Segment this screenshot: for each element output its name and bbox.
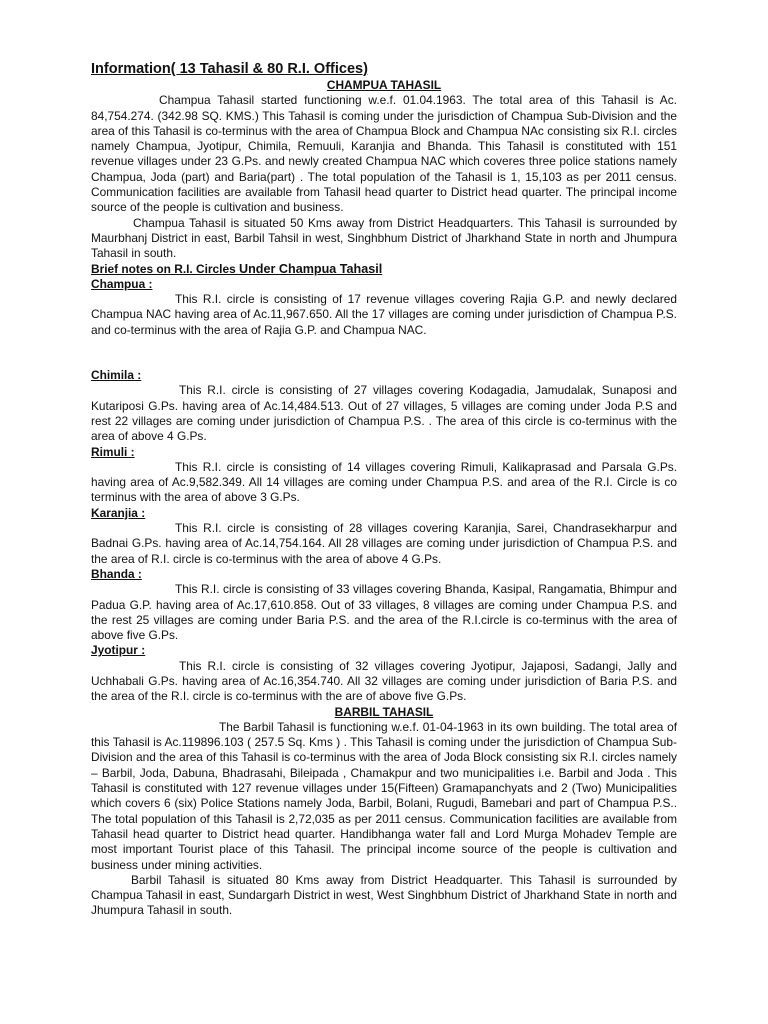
- circle-text-rimuli: This R.I. circle is consisting of 14 villages covering Rimuli, Kalikaprasad and Parsala G.Ps. having area of Ac.9,582.349. All 14 villages are coming under Champua P.S. and area of the R.I. Circle is co terminus with the area of above 3 G.Ps.: [91, 459, 677, 505]
- champua-tahasil-heading: CHAMPUA TAHASIL: [326, 78, 442, 92]
- circle-text-karanjia: This R.I. circle is consisting of 28 villages covering Karanjia, Sarei, Chandrasekharpur and Badnai G.Ps. having area of Ac.14,754.164. All 28 villages are coming under jurisdiction of Champua P.S. and the area of R.I. circle is co-terminus with the area of above 4 G.Ps.: [91, 521, 677, 566]
- circle-text-jyotipur: This R.I. circle is consisting of 32 villages covering Jyotipur, Jajaposi, Sadangi, Jally and Uchhabali G.Ps. having area of Ac.16,354.740. All 32 villages are coming under jurisdiction of Baria P.S. and the area of the R.I. circle is co-terminus with the are of above five G.Ps.: [91, 658, 677, 704]
- barbil-paragraph-1: The Barbil Tahasil is functioning w.e.f. 01-04-1963 in its own building. The total area of this Tahasil is Ac.119896.103 ( 257.5 Sq. Kms ) . This Tahasil is coming under the jurisdiction of Champua Sub-Division and the area of this Tahasil is co-terminus with the area of Joda Block consisting six R.I. circles namely – Barbil, Joda, Dabuna, Bhadrasahi, Bileipada , Chamakpur and two municipalities i.e. Barbil and Joda . This Tahasil is constituted with 127 revenue villages under 15(Fifteen) Gramapanchyats and 2 (Two) Municipalities which covers 6 (six) Police Stations namely Joda, Barbil, Bolani, Rugudi, Bamebari and part of Champua P.S.. The total population of this Tahasil is 2,72,035 as per 2011 census. Communication facilities are available from Tahasil head quarter to District head quarter. Handibhanga water fall and Lord Murga Mohadev Temple are most important Tourist place of this Tahasil. The principal income source of the people is cultivation and business under mining activities.: [91, 719, 677, 872]
- circle-name-bhanda: Bhanda :: [91, 566, 142, 581]
- circle-text-bhanda: This R.I. circle is consisting of 33 villages covering Bhanda, Kasipal, Rangamatia, Bhimpur and Padua G.P. having area of Ac.17,610.858. Out of 33 villages, 8 villages are coming under Champua P.S. and the rest 25 villages are coming under Baria P.S. and the area of the R.I.circle is co-terminus with the area of above five G.Ps.: [91, 582, 677, 643]
- document-title: Information( 13 Tahasil & 80 R.I. Offices): [91, 61, 368, 77]
- document-page: [91, 60, 677, 919]
- champua-paragraph-2: Champua Tahasil is situated 50 Kms away from District Headquarters. This Tahasil is surrounded by Maurbhanj District in east, Barbil Tahsil in west, Singhbhum District of Jharkhand State in north and Jhumpura Tahasil in south.: [91, 215, 677, 261]
- circle-name-karanjia: Karanjia :: [91, 505, 146, 520]
- circle-text-champua: This R.I. circle is consisting of 17 revenue villages covering Rajia G.P. and newly declared Champua NAC having area of Ac.11,967.650. All the 17 villages are coming under jurisdiction of Champua P.S. and co-terminus with the area of Rajia G.P. and Champua NAC.: [91, 292, 677, 337]
- brief-notes-heading: [91, 262, 677, 277]
- circle-text-chimila: This R.I. circle is consisting of 27 villages covering Kodagadia, Jamudalak, Sunaposi and Kutariposi G.Ps. having area of Ac.14,484.513. Out of 27 villages, 5 villages are coming under Joda P.S and rest 22 villages are coming under jurisdiction of Champua P.S. . The area of this circle is co-terminus with the area of above 4 G.Ps.: [91, 383, 677, 444]
- barbil-paragraph-2: Barbil Tahasil is situated 80 Kms away from District Headquarter. This Tahasil is surrounded by Champua Tahasil in east, Sundargarh District in west, West Singhbhum District of Jharkhand State in north and Jhumpura Tahasil in south.: [91, 872, 677, 918]
- circle-name-jyotipur: Jyotipur :: [91, 643, 146, 658]
- circle-name-champua: Champua :: [91, 276, 153, 291]
- barbil-tahasil-heading: BARBIL TAHASIL: [334, 704, 434, 719]
- brief-notes-heading-prefix: Brief notes on R.I. Circles: [91, 261, 240, 276]
- spacer: [91, 338, 677, 368]
- circle-name-rimuli: Rimuli :: [91, 444, 135, 459]
- circle-name-chimila: Chimila :: [91, 368, 142, 383]
- champua-paragraph-1: Champua Tahasil started functioning w.e.f. 01.04.1963. The total area of this Tahasil is Ac. 84,754.274. (342.98 SQ. KMS.) This Tahasil is coming under the jurisdiction of Champua Sub-Division and the area of this Tahasil is co-terminus with the area of Champua Block and Champua NAc consisting six R.I. circles namely Champua, Jyotipur, Chimila, Remuuli, Karanjia and Bhanda. This Tahasil is constituted with 151 revenue villages under 23 G.Ps. and newly created Champua NAC which coveres three police stations namely Champua, Joda (part) and Baria(part) . The total population of the Tahasil is 1, 15,103 as per 2011 census. Communication facilities are available from Tahasil head quarter to District head quarter. The principal income source of the people is cultivation and business.: [91, 93, 677, 215]
- brief-notes-heading-suffix: Under Champua Tahasil: [239, 261, 383, 276]
